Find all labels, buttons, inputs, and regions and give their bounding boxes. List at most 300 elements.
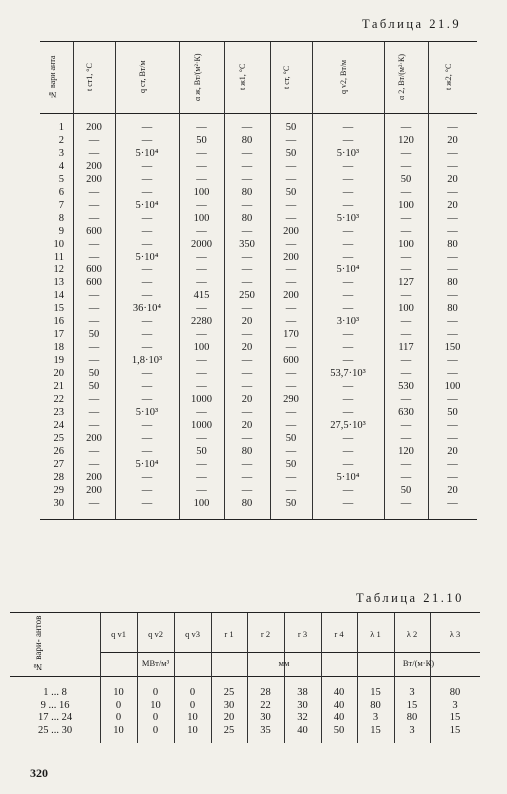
table1-cell: — — [241, 264, 253, 276]
table1-cell: 20 — [241, 316, 253, 328]
table1-cell: — — [285, 238, 297, 250]
table1-cell: — — [241, 147, 253, 159]
table1-cell: 50 — [447, 406, 458, 418]
table1-header-cell: № вари анта — [47, 55, 57, 99]
table1-cell: — — [342, 342, 354, 354]
table1-cell: — — [88, 393, 100, 405]
table2-cell: 15 — [370, 724, 381, 736]
table2-unit-label: МВт/м³ — [141, 658, 170, 668]
table1-cell: — — [141, 134, 153, 146]
table1-cell: 80 — [241, 186, 253, 198]
table1-row-number: 23 — [53, 406, 64, 418]
table1-column-divider — [179, 42, 180, 519]
table1-row-number: 14 — [53, 290, 64, 302]
table2-cell: 0 — [189, 687, 196, 698]
table2-unit-label: мм — [278, 658, 290, 668]
table1-row-number: 11 — [53, 251, 64, 263]
table2-column-divider — [174, 613, 175, 743]
table1-cell: 50 — [400, 484, 412, 496]
table2-cell: 3 — [452, 699, 458, 711]
table2-cell: 32 — [297, 712, 308, 723]
table1-header-cell: t ст1, °C — [85, 63, 94, 91]
table1-cell: 200 — [283, 290, 299, 302]
table1-cell: — — [400, 329, 412, 341]
table1-cell: — — [88, 134, 100, 146]
table1-cell: — — [196, 251, 207, 263]
table1-cell: 50 — [400, 173, 412, 185]
table1-cell: 80 — [241, 134, 253, 146]
table1-cell: — — [285, 419, 297, 431]
table1-cell: — — [141, 342, 153, 354]
table1-cell: — — [196, 484, 207, 496]
table1-header-rule — [40, 113, 477, 114]
table2-cell: 40 — [333, 712, 345, 723]
table1-row-number: 22 — [53, 393, 64, 405]
table2-cell: 0 — [189, 699, 196, 711]
table1-cell: — — [285, 381, 297, 392]
table1-cell: 80 — [447, 238, 458, 250]
table1-cell: — — [241, 277, 253, 289]
table1-cell: 600 — [283, 355, 299, 367]
table1-cell: 20 — [447, 199, 458, 211]
table1-cell: — — [88, 147, 100, 159]
table2-cell: 15 — [449, 724, 461, 736]
table1-cell: — — [285, 199, 297, 211]
table1-cell: — — [241, 471, 253, 483]
table2-row-range: 9 ... 16 — [40, 699, 70, 711]
table1-cell: — — [400, 368, 412, 380]
table1-row-number: 18 — [53, 342, 64, 354]
table2-cell: 40 — [333, 699, 345, 711]
table1-cell: — — [88, 355, 100, 367]
table1-row-number: 8 — [58, 212, 64, 224]
table1-row-number: 17 — [53, 329, 64, 341]
table1-cell: — — [241, 368, 253, 380]
table1-row-number: 15 — [53, 303, 64, 315]
table1-cell: 2280 — [191, 316, 212, 328]
table1-cell: — — [196, 406, 207, 418]
table1-cell: 630 — [398, 406, 414, 418]
table1-cell: 27,5·10³ — [330, 419, 366, 431]
table1-cell: — — [447, 458, 458, 470]
table1-cell: — — [88, 342, 100, 354]
table1-cell: 170 — [283, 329, 299, 341]
table1-cell: 80 — [241, 445, 253, 457]
table1-cell: — — [141, 122, 153, 133]
table1-cell: — — [400, 419, 412, 431]
table2-header-cell: q v1 — [111, 629, 126, 639]
table1-row-number: 25 — [53, 432, 64, 444]
table1-cell: 200 — [86, 484, 102, 496]
table2-header-cell: λ 1 — [370, 629, 381, 639]
table1-cell: — — [342, 199, 354, 211]
table2-cell: 25 — [223, 724, 235, 736]
table1-bottom-rule — [40, 519, 477, 520]
table1-cell: 50 — [88, 329, 100, 341]
table1-row-number: 12 — [53, 264, 64, 276]
table2-cell: 40 — [297, 724, 308, 736]
table1-row-number: 7 — [58, 199, 64, 211]
table1-cell: — — [88, 497, 100, 509]
table1-cell: 150 — [444, 342, 461, 354]
table1-cell: — — [141, 497, 153, 509]
table1-cell: 600 — [86, 264, 102, 276]
table1-cell: — — [285, 303, 297, 315]
table1-cell: 200 — [86, 173, 102, 185]
table1-cell: 100 — [398, 199, 414, 211]
table1-cell: — — [400, 316, 412, 328]
table1-cell: — — [447, 471, 458, 483]
table1-cell: — — [447, 264, 458, 276]
table1-cell: — — [285, 277, 297, 289]
table1-cell: — — [241, 122, 253, 133]
table2-cell: 10 — [150, 699, 161, 711]
table1-cell: — — [196, 277, 207, 289]
table2-cell: 28 — [260, 687, 271, 698]
table1-row-number: 30 — [53, 497, 64, 509]
table1-cell: — — [141, 264, 153, 276]
table2-header-cell: r 3 — [297, 629, 308, 639]
table1-cell: 50 — [285, 497, 297, 509]
table1-cell: 100 — [193, 342, 210, 354]
table1-cell: 20 — [447, 134, 458, 146]
table1-cell: 20 — [241, 393, 253, 405]
table1-cell: — — [141, 173, 153, 185]
table1-cell: — — [88, 419, 100, 431]
table1-top-rule — [40, 41, 477, 42]
table1-cell: 5·10³ — [336, 147, 360, 159]
table1-cell: — — [88, 316, 100, 328]
table2-row-range: 1 ... 8 — [43, 687, 67, 698]
table1-cell: — — [196, 160, 207, 172]
table1-cell: — — [285, 445, 297, 457]
table1-cell: — — [342, 393, 354, 405]
table1-cell: — — [285, 368, 297, 380]
table1-column-divider — [224, 42, 225, 519]
table1-row-number: 5 — [58, 173, 64, 185]
table2-column-divider — [211, 613, 212, 743]
table2-row-range: 25 ... 30 — [37, 724, 73, 736]
table2-cell: 10 — [113, 724, 124, 736]
table2-cell: 3 — [409, 687, 415, 698]
table1-cell: — — [342, 134, 354, 146]
table1-cell: — — [400, 251, 412, 263]
table1-cell: — — [285, 316, 297, 328]
table1-cell: — — [447, 355, 458, 367]
table1-cell: 200 — [86, 471, 102, 483]
table1-cell: — — [88, 238, 100, 250]
table1-cell: — — [342, 329, 354, 341]
table1-cell: — — [342, 445, 354, 457]
page-number: 320 — [30, 766, 48, 780]
table1-cell: — — [88, 199, 100, 211]
table2-cell: 0 — [152, 687, 159, 698]
table2-cell: 22 — [260, 699, 271, 711]
table1-cell: — — [141, 445, 153, 457]
table2-header-cell: r 2 — [260, 629, 271, 639]
table1-cell: — — [342, 458, 354, 470]
table1-cell: — — [141, 393, 153, 405]
table1-cell: — — [241, 199, 253, 211]
table1-cell: — — [447, 368, 458, 380]
table1-cell: 200 — [86, 432, 102, 444]
table1-cell: 1000 — [191, 419, 212, 431]
table1-row-number: 3 — [58, 147, 64, 159]
table2-column-divider — [247, 613, 248, 743]
table1-header-cell: q v2, Вт/м — [339, 59, 348, 95]
table1-cell: 50 — [285, 458, 297, 470]
table1-cell: — — [141, 186, 153, 198]
table1-cell: 5·10⁴ — [135, 458, 159, 470]
table1-cell: 117 — [398, 342, 414, 354]
table1-cell: — — [447, 290, 458, 302]
table2-cell: 0 — [152, 712, 159, 723]
table2-cell: 50 — [333, 724, 345, 736]
table1-cell: — — [342, 355, 354, 367]
table1-cell: — — [285, 471, 297, 483]
table1-row-number: 6 — [58, 186, 64, 198]
table1-cell: — — [400, 290, 412, 302]
table1-cell: — — [400, 471, 412, 483]
table1-cell: — — [400, 432, 412, 444]
table2-cell: 3 — [372, 712, 379, 723]
table1-cell: — — [241, 160, 253, 172]
table1-cell: 100 — [193, 212, 210, 224]
table1-cell: 50 — [285, 186, 297, 198]
table2-top-rule — [10, 612, 480, 613]
table1-cell: — — [342, 381, 354, 392]
table1-cell: — — [400, 147, 412, 159]
table1-cell: — — [241, 458, 253, 470]
table2-column-divider — [284, 613, 285, 743]
table1-row-number: 9 — [58, 225, 64, 237]
table2-cell: 40 — [333, 687, 345, 698]
table2-cell: 38 — [297, 687, 308, 698]
table1-cell: 5·10⁴ — [135, 147, 159, 159]
table1-cell: 50 — [196, 445, 207, 457]
table1-row-number: 24 — [53, 419, 64, 431]
table1-row-number: 29 — [53, 484, 64, 496]
table1-cell: — — [342, 290, 354, 302]
table1-cell: 290 — [283, 393, 299, 405]
table2-cell: 0 — [115, 712, 122, 723]
table1-cell: 5·10³ — [135, 406, 159, 418]
table1-cell: — — [342, 406, 354, 418]
table2-header-cell: λ 2 — [406, 629, 418, 639]
table2-column-divider — [430, 613, 431, 743]
table1-cell: — — [342, 160, 354, 172]
table1-row-number: 2 — [58, 134, 64, 146]
table2-cell: 3 — [409, 724, 415, 736]
table1-cell: — — [285, 406, 297, 418]
table1-cell: — — [400, 497, 412, 509]
table1-cell: — — [342, 432, 354, 444]
table1-cell: — — [447, 393, 458, 405]
table2-cell: 15 — [370, 687, 381, 698]
table1-cell: 200 — [283, 225, 299, 237]
table1-cell: — — [447, 225, 458, 237]
table1-cell: 5·10³ — [336, 212, 360, 224]
table1-cell: — — [342, 277, 354, 289]
table1-cell: — — [342, 303, 354, 315]
table1-cell: 20 — [447, 445, 458, 457]
table1-cell: — — [342, 497, 354, 509]
table1-cell: — — [447, 186, 458, 198]
table1-cell: — — [141, 277, 153, 289]
table1-cell: 415 — [193, 290, 210, 302]
table2-header-cell: r 1 — [224, 629, 234, 639]
table1-cell: — — [400, 225, 412, 237]
table1-cell: — — [285, 212, 297, 224]
table1-row-number: 1 — [58, 122, 64, 133]
table1-cell: 120 — [398, 445, 414, 457]
table1-cell: — — [141, 290, 153, 302]
table1-cell: 200 — [86, 160, 102, 172]
table2-column-divider — [321, 613, 322, 743]
table1-header-cell: t ст, °C — [282, 65, 291, 89]
table1-cell: 127 — [398, 277, 414, 289]
table1-cell: 1,8·10³ — [131, 355, 163, 367]
table1-cell: — — [141, 368, 153, 380]
table1-cell: 1000 — [191, 393, 212, 405]
table1-cell: — — [285, 160, 297, 172]
table1-cell: — — [88, 290, 100, 302]
table2-cell: 20 — [223, 712, 235, 723]
table1-cell: — — [447, 160, 458, 172]
table2-cell: 25 — [223, 687, 235, 698]
table1-cell: — — [342, 251, 354, 263]
table2-cell: 30 — [297, 699, 308, 711]
table1-cell: 120 — [398, 134, 414, 146]
table1-cell: 5·10⁴ — [336, 264, 360, 276]
table1-column-divider — [115, 42, 116, 519]
table1-cell: — — [88, 186, 100, 198]
table2-cell: 10 — [187, 712, 198, 723]
table1-cell: — — [88, 303, 100, 315]
table1-cell: — — [342, 484, 354, 496]
table1-cell: — — [400, 264, 412, 276]
table1-cell: 50 — [196, 134, 207, 146]
table1-cell: — — [241, 329, 253, 341]
table1-cell: — — [447, 147, 458, 159]
table1-column-divider — [73, 42, 74, 519]
table2-header-cell: λ 3 — [449, 629, 461, 639]
table1-cell: — — [285, 264, 297, 276]
table1-cell: — — [342, 173, 354, 185]
table2-column-divider — [394, 613, 395, 743]
table2-column-divider — [100, 613, 101, 743]
table1-row-number: 19 — [53, 355, 64, 367]
table1-header-cell: α 2, Вт/(м²·К) — [397, 53, 406, 101]
table1-cell: 80 — [447, 303, 458, 315]
table2-column-divider — [357, 613, 358, 743]
table1-cell: — — [285, 484, 297, 496]
table2-cell: 80 — [449, 687, 461, 698]
table-caption-21-10: Таблица 21.10 — [356, 591, 464, 605]
table1-header-cell: t ж2, °C — [443, 63, 453, 91]
table1-cell: — — [400, 160, 412, 172]
table2-cell: 10 — [187, 724, 198, 736]
table2-cell: 30 — [260, 712, 271, 723]
table1-cell: — — [241, 173, 253, 185]
table1-header-cell: t ж1, °C — [238, 63, 247, 91]
table1-row-number: 10 — [53, 238, 64, 250]
table1-cell: — — [447, 497, 458, 509]
table1-cell: 50 — [285, 122, 297, 133]
table1-cell: — — [196, 199, 207, 211]
table1-cell: 5·10⁴ — [336, 471, 360, 483]
table2-variant-header: № вари- антов — [33, 615, 43, 672]
table1-cell: — — [141, 225, 153, 237]
table2-header-cell: q v2 — [148, 629, 163, 639]
table1-cell: — — [400, 212, 412, 224]
table1-cell: 20 — [447, 173, 458, 185]
table1-cell: — — [400, 458, 412, 470]
table1-cell: — — [342, 238, 354, 250]
table1-cell: 100 — [398, 303, 414, 315]
table2-column-divider — [137, 613, 138, 743]
table1-cell: — — [447, 212, 458, 224]
table1-cell: — — [447, 419, 458, 431]
table1-row-number: 20 — [53, 368, 64, 380]
table1-cell: — — [285, 173, 297, 185]
table1-cell: — — [400, 186, 412, 198]
table1-cell: — — [196, 264, 207, 276]
table1-cell: — — [196, 368, 207, 380]
table1-cell: — — [141, 419, 153, 431]
table1-column-divider — [270, 42, 271, 519]
table1-header-cell: q ст, Вт/м — [138, 60, 147, 94]
table1-column-divider — [384, 42, 385, 519]
table2-cell: 80 — [370, 699, 381, 711]
table1-column-divider — [312, 42, 313, 519]
table2-row-range: 17 ... 24 — [37, 712, 73, 723]
table1-cell: 20 — [241, 342, 253, 354]
table1-cell: — — [141, 381, 153, 392]
table1-cell: 5·10⁴ — [135, 251, 159, 263]
table1-row-number: 26 — [53, 445, 64, 457]
table1-cell: — — [196, 381, 207, 392]
table2-cell: 0 — [115, 699, 122, 711]
table1-cell: — — [447, 251, 458, 263]
table1-cell: 530 — [398, 381, 414, 392]
table1-column-divider — [428, 42, 429, 519]
table1-cell: — — [241, 381, 253, 392]
table2-cell: 10 — [113, 687, 124, 698]
table1-cell: 50 — [285, 147, 297, 159]
table1-cell: — — [196, 471, 207, 483]
table1-cell: — — [141, 316, 153, 328]
table1-cell: 600 — [86, 277, 102, 289]
table1-cell: — — [88, 445, 100, 457]
table2-header-cell: r 4 — [334, 629, 344, 639]
table1-cell: 50 — [285, 432, 297, 444]
table1-row-number: 16 — [53, 316, 64, 328]
table1-cell: — — [400, 122, 412, 133]
table1-cell: — — [196, 122, 207, 133]
table1-row-number: 21 — [53, 381, 64, 392]
table1-cell: — — [447, 329, 458, 341]
table1-row-number: 4 — [58, 160, 64, 172]
table1-cell: — — [342, 122, 354, 133]
table1-cell: — — [196, 432, 207, 444]
table1-header-cell: α ж, Вт/(м²·К) — [192, 53, 202, 101]
table1-cell: 2000 — [191, 238, 212, 250]
table1-cell: 600 — [86, 225, 102, 237]
table2-cell: 30 — [223, 699, 235, 711]
table-caption-21-9: Таблица 21.9 — [362, 17, 462, 31]
table1-cell: 100 — [193, 497, 210, 509]
